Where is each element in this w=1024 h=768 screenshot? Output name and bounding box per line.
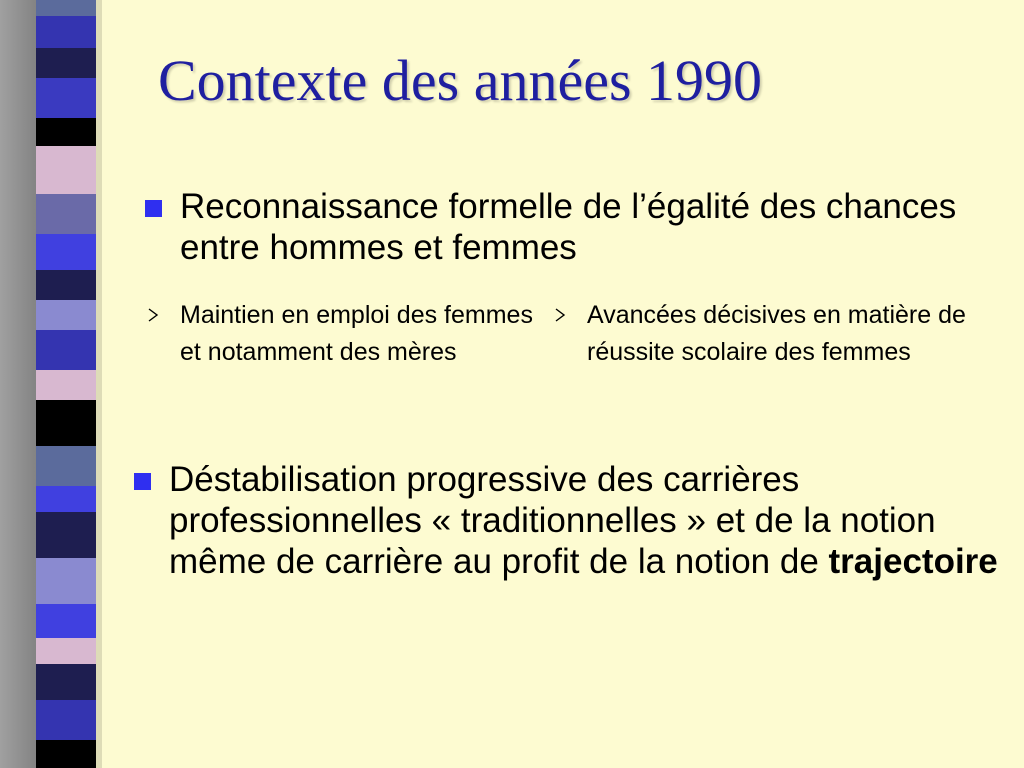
- bullet-text-emphasis: trajectoire: [828, 542, 998, 581]
- blue-square-icon: [134, 473, 151, 490]
- stripe-bar-graphic: [0, 0, 118, 768]
- bullet-text-main: Déstabilisation progressive des carrières professionnelles « traditionnelles » et de la notion même de carrière au profit de la notion de: [169, 460, 936, 581]
- decorative-stripe-bar: [0, 0, 118, 768]
- sub-bullet-text: Maintien en emploi des femmes et notamment des mères: [180, 301, 533, 366]
- bullet-item-career: [134, 459, 1004, 582]
- sub-bullet-employment: [146, 297, 546, 371]
- blue-square-icon: [145, 200, 162, 217]
- chevron-right-icon: [146, 308, 160, 322]
- sub-bullet-text: Avancées décisives en matière de réussite scolaire des femmes: [587, 301, 966, 366]
- bullet-text: Reconnaissance formelle de l’égalité des chances entre hommes et femmes: [180, 187, 957, 267]
- sub-bullet-education: [553, 297, 993, 371]
- bullet-text: [134, 459, 1004, 582]
- bullet-item-equality: [145, 186, 985, 268]
- slide-title: Contexte des années 1990: [158, 48, 763, 113]
- stripe-blocks: [36, 0, 102, 768]
- chevron-right-icon: [553, 308, 567, 322]
